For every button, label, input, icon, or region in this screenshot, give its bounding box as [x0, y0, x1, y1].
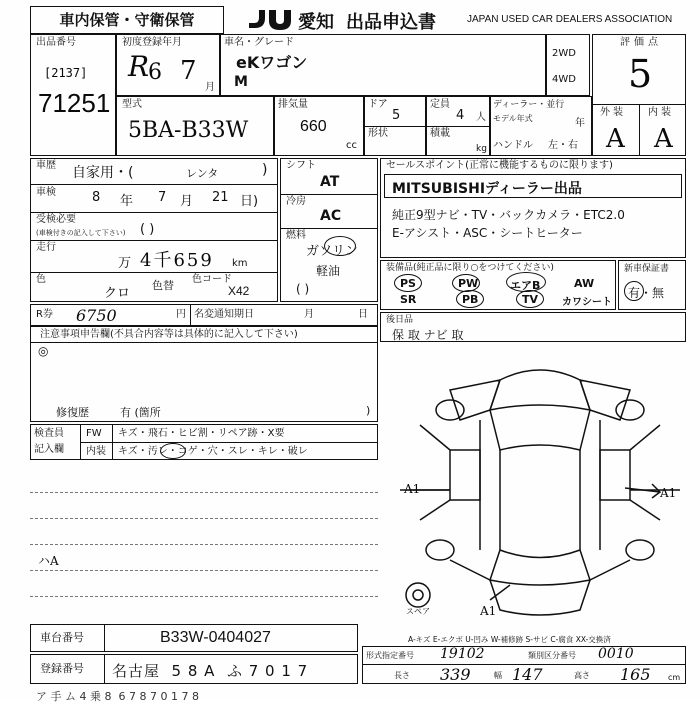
category-label: 類別区分番号: [528, 651, 576, 660]
model-year-label: モデル年式: [493, 114, 533, 123]
load-label: 積載: [430, 128, 450, 139]
equip-airbag: エアB: [510, 279, 541, 292]
org-name: 愛知: [298, 12, 334, 33]
history-rent: レンタ: [186, 167, 219, 180]
fuel-gasoline: ガソリン: [306, 244, 359, 259]
exterior-label: 外装: [600, 107, 626, 118]
mileage-unit: km: [232, 258, 248, 269]
mileage-label: 走行: [36, 242, 56, 253]
format-label: 形式指定番号: [366, 651, 414, 660]
equip-leather: カワシート: [562, 297, 612, 308]
interior-insp-label: 内装: [86, 446, 106, 457]
damage-mark-bottom: A1: [480, 604, 497, 618]
shape-label: 形状: [368, 128, 388, 139]
notes-label: 注意事項申告欄(不具合内容等は具体的に記入して下さい): [40, 329, 298, 340]
name-change-day: 日: [358, 309, 368, 320]
equipment-label: 装備品(純正品に限り○をつけてください): [386, 263, 554, 273]
mileage-value: 4千659: [140, 250, 214, 271]
lot-code: [2137]: [44, 66, 88, 80]
inspection-day: 21: [212, 190, 229, 205]
history-label: 車歴: [36, 160, 56, 171]
rating-value: 5: [628, 52, 653, 96]
post-equipment-value: 保 取 ナビ 取: [392, 328, 464, 342]
capacity-unit: 人: [476, 112, 486, 123]
fw-text: キズ・飛石・ヒビ割・リペア跡・X要: [118, 428, 285, 439]
dimension-unit: cm: [668, 673, 681, 682]
selling-line1: 純正9型ナビ・TV・バックカメラ・ETC2.0: [392, 208, 625, 222]
damage-legend: A-キズ E-エクボ U-凹み W-補修跡 S-サビ C-腐食 XX-交換済: [408, 635, 611, 644]
pb-circle: [456, 290, 484, 308]
org-english: JAPAN USED CAR DEALERS ASSOCIATION: [467, 14, 673, 25]
warranty-label: 新車保証書: [624, 264, 670, 274]
interior-grade: A: [654, 124, 673, 154]
category-value: 0010: [598, 646, 634, 662]
handle-options: 左・右: [548, 140, 578, 151]
reg-month-unit: 月: [205, 82, 215, 93]
plate-value: 名古屋 5 8 A ふ 7 0 1 7: [112, 662, 309, 680]
fuel-other: ( ): [296, 282, 310, 296]
damage-mark-left: A1: [404, 482, 421, 496]
repair-label: 修復歴: [56, 406, 89, 419]
equip-pb: PB: [462, 293, 479, 306]
drive-2wd: 2WD: [552, 48, 576, 59]
length-value: 339: [440, 665, 471, 684]
handle-label: ハンドル: [493, 140, 533, 151]
exterior-grade: A: [606, 124, 625, 154]
aircon-value: AC: [320, 208, 342, 224]
rating-label: 評価点: [620, 37, 662, 48]
color-value: クロ: [104, 286, 131, 301]
selling-line2: E-アシスト・ASC・シートヒーター: [392, 226, 583, 240]
warranty-circle: [624, 281, 644, 301]
r-ticket-value: 6750: [76, 306, 117, 325]
displacement-label: 排気量: [278, 99, 308, 110]
storage-title: 車内保管・守衛保管: [30, 6, 224, 34]
fuel-label: 燃料: [286, 230, 306, 241]
interior-insp-text: キズ・汚レ・コゲ・穴・スレ・キレ・破レ: [118, 446, 308, 457]
shift-label: シフト: [286, 160, 316, 171]
model-name-label: 車名・グレード: [224, 37, 294, 48]
displacement-unit: cc: [346, 140, 357, 151]
load-unit: kg: [476, 144, 487, 154]
equip-ps: PS: [400, 277, 416, 290]
warranty-value: 有・無: [628, 286, 665, 300]
length-label: 長さ: [394, 671, 410, 680]
lot-label: 出品番号: [36, 37, 76, 48]
inspection-day-unit: 日): [240, 194, 259, 209]
airbag-circle: [506, 272, 546, 292]
height-value: 165: [620, 665, 651, 684]
model-code-label: 型式: [122, 99, 142, 110]
inspection-year: 8: [92, 190, 101, 205]
inspection-month-unit: 月: [180, 194, 194, 209]
color-code-value: X42: [228, 284, 250, 298]
displacement-value: 660: [300, 118, 327, 135]
doc-title: 出品申込書: [346, 12, 436, 33]
footer-partial-row: ア 手 ム 4 乗 8 6 7 8 7 0 1 7 8: [36, 690, 199, 703]
ps-circle: [394, 274, 422, 292]
reg-era: R: [128, 50, 150, 83]
interior-label: 内装: [648, 107, 674, 118]
inspection-note-sub: (車検付きの記入して下さい): [36, 229, 126, 237]
name-change-month: 月: [304, 309, 314, 320]
capacity-value: 4: [456, 108, 465, 123]
drive-4wd: 4WD: [552, 74, 576, 85]
capacity-label: 定員: [430, 99, 450, 110]
chassis-label: 車台番号: [40, 631, 84, 644]
lot-number: 71251: [38, 88, 111, 118]
ju-logo: [245, 4, 297, 36]
chassis-value: B33W-0404027: [160, 629, 271, 646]
inspection-label: 車検: [36, 187, 56, 198]
dealer-label: ディーラー・並行: [493, 100, 565, 110]
doors-value: 5: [392, 108, 401, 123]
inspection-year-unit: 年: [120, 194, 134, 209]
width-value: 147: [512, 665, 543, 684]
drive-box: [546, 34, 590, 96]
r-ticket-label: R券: [36, 309, 53, 320]
history-value: 自家用・(: [72, 165, 134, 181]
equip-tv: TV: [522, 293, 539, 306]
aircon-label: 冷房: [286, 196, 306, 207]
selling-headline: MITSUBISHIディーラー出品: [392, 181, 582, 197]
post-equipment-label: 後日品: [386, 315, 414, 325]
reg-label: 初度登録年月: [122, 37, 182, 48]
notes-mark: ◎: [38, 344, 49, 358]
fuel-diesel: 軽油: [316, 264, 341, 278]
inspection-note-label: 受検必要: [36, 214, 76, 225]
inspector-label1: 検査員: [34, 428, 64, 439]
model-name-value: eKワゴン: [236, 53, 308, 72]
r-ticket-unit: 円: [176, 309, 186, 320]
reg-month: 7: [180, 56, 197, 86]
shift-value: AT: [320, 174, 340, 190]
model-grade-value: M: [234, 74, 248, 90]
color-code-label: 色コード: [192, 274, 232, 285]
width-label: 幅: [494, 671, 502, 680]
color-label: 色: [36, 274, 46, 285]
fuel-selected-circle: [324, 236, 356, 256]
repair-close: ): [366, 404, 371, 417]
spare-label: スペア: [406, 607, 430, 616]
selling-points-label: セールスポイント(正常に機能するものに限ります): [386, 160, 613, 171]
car-damage-diagram: [390, 350, 690, 630]
stain-circle: [160, 443, 186, 459]
mileage-man: 万: [118, 256, 132, 271]
model-year-unit: 年: [575, 118, 585, 129]
doors-label: ドア: [368, 99, 388, 110]
repair-value: 有 (箇所: [120, 406, 161, 419]
equip-sr: SR: [400, 293, 417, 306]
inspector-note: ハA: [38, 554, 59, 568]
height-label: 高さ: [574, 671, 590, 680]
tv-circle: [516, 290, 544, 308]
fw-label: FW: [86, 428, 102, 439]
equip-pw: PW: [458, 277, 479, 290]
format-value: 19102: [440, 646, 485, 662]
damage-mark-right: A1: [660, 486, 677, 500]
name-change-label: 名変通知期日: [194, 309, 254, 320]
inspection-month: 7: [158, 190, 167, 205]
inspector-label2: 記入欄: [34, 444, 64, 455]
equip-aw: AW: [574, 277, 595, 290]
model-code-value: 5BA-B33W: [128, 118, 249, 143]
color-change-label: 色替: [152, 279, 174, 292]
reg-year: 6: [148, 60, 162, 85]
inspection-note-value: ( ): [140, 222, 155, 237]
plate-label: 登録番号: [40, 662, 84, 675]
history-close: ): [262, 162, 268, 178]
